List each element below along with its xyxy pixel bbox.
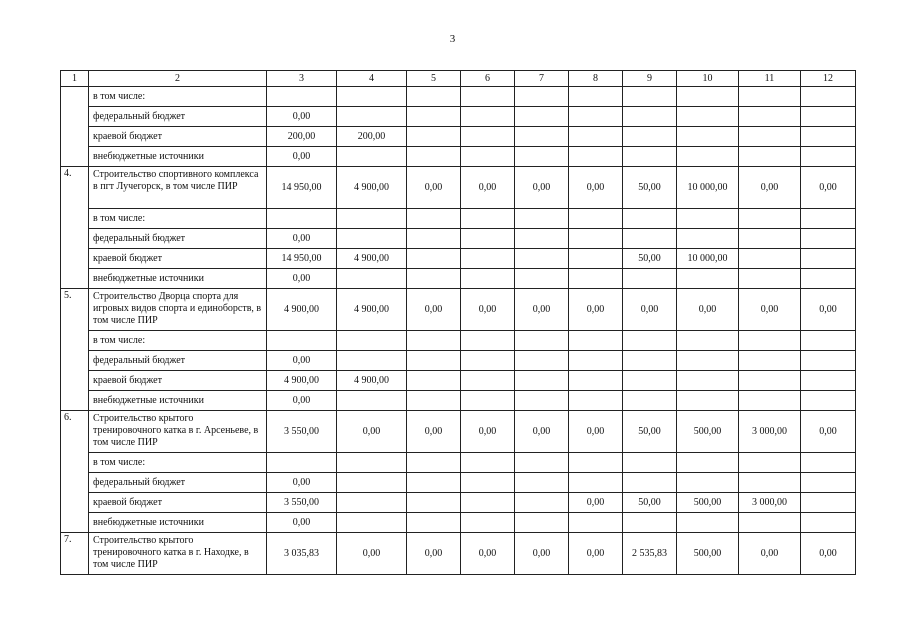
row-number: 7. <box>61 533 89 575</box>
value-cell <box>461 87 515 107</box>
value-cell: 50,00 <box>623 411 677 453</box>
row-label: в том числе: <box>89 453 267 473</box>
value-cell <box>407 473 461 493</box>
value-cell <box>739 331 801 351</box>
value-cell: 3 550,00 <box>267 411 337 453</box>
value-cell <box>677 513 739 533</box>
value-cell: 0,00 <box>461 411 515 453</box>
value-cell <box>801 371 856 391</box>
value-cell <box>515 229 569 249</box>
value-cell <box>801 493 856 513</box>
value-cell <box>337 473 407 493</box>
value-cell: 0,00 <box>337 411 407 453</box>
value-cell <box>677 473 739 493</box>
value-cell <box>739 127 801 147</box>
column-header: 4 <box>337 71 407 87</box>
value-cell: 3 000,00 <box>739 493 801 513</box>
value-cell <box>337 87 407 107</box>
value-cell <box>515 269 569 289</box>
table-row <box>61 167 856 209</box>
column-header: 8 <box>569 71 623 87</box>
table-row <box>61 351 856 371</box>
row-label: краевой бюджет <box>89 127 267 147</box>
value-cell <box>569 249 623 269</box>
value-cell <box>623 331 677 351</box>
item-title: Строительство Дворца спорта для игровых видов спорта и единоборств, в том числе ПИР <box>89 289 267 331</box>
value-cell <box>677 331 739 351</box>
value-cell: 3 035,83 <box>267 533 337 575</box>
row-label: внебюджетные источники <box>89 513 267 533</box>
value-cell <box>569 371 623 391</box>
value-cell: 0,00 <box>569 411 623 453</box>
value-cell: 0,00 <box>267 269 337 289</box>
table-row <box>61 209 856 229</box>
value-cell: 0,00 <box>515 411 569 453</box>
value-cell: 0,00 <box>267 147 337 167</box>
row-label: в том числе: <box>89 87 267 107</box>
value-cell <box>739 147 801 167</box>
value-cell <box>569 453 623 473</box>
value-cell <box>337 269 407 289</box>
row-label: краевой бюджет <box>89 371 267 391</box>
value-cell <box>461 493 515 513</box>
value-cell <box>623 351 677 371</box>
row-label: в том числе: <box>89 331 267 351</box>
value-cell <box>407 493 461 513</box>
value-cell <box>623 269 677 289</box>
value-cell <box>267 209 337 229</box>
column-header: 10 <box>677 71 739 87</box>
table-row <box>61 289 856 331</box>
value-cell <box>515 127 569 147</box>
value-cell <box>569 87 623 107</box>
value-cell: 4 900,00 <box>337 167 407 209</box>
value-cell <box>677 453 739 473</box>
row-label: внебюджетные источники <box>89 269 267 289</box>
value-cell: 0,00 <box>801 533 856 575</box>
page-number: 3 <box>449 33 456 45</box>
value-cell: 0,00 <box>407 289 461 331</box>
row-number: 5. <box>61 289 89 411</box>
value-cell: 10 000,00 <box>677 167 739 209</box>
value-cell <box>407 87 461 107</box>
value-cell <box>623 513 677 533</box>
value-cell <box>623 107 677 127</box>
value-cell <box>461 331 515 351</box>
value-cell: 500,00 <box>677 493 739 513</box>
value-cell <box>461 249 515 269</box>
value-cell: 0,00 <box>801 167 856 209</box>
value-cell <box>801 269 856 289</box>
value-cell: 0,00 <box>461 167 515 209</box>
value-cell <box>677 87 739 107</box>
value-cell: 10 000,00 <box>677 249 739 269</box>
table-row <box>61 513 856 533</box>
value-cell <box>461 147 515 167</box>
value-cell: 200,00 <box>267 127 337 147</box>
value-cell <box>407 229 461 249</box>
value-cell <box>267 87 337 107</box>
value-cell <box>801 453 856 473</box>
value-cell <box>461 391 515 411</box>
table-row <box>61 229 856 249</box>
value-cell <box>337 391 407 411</box>
value-cell: 0,00 <box>461 289 515 331</box>
value-cell: 0,00 <box>515 289 569 331</box>
column-header: 1 <box>61 71 89 87</box>
value-cell <box>407 269 461 289</box>
value-cell <box>677 269 739 289</box>
value-cell <box>623 229 677 249</box>
value-cell <box>461 107 515 127</box>
value-cell: 0,00 <box>801 411 856 453</box>
value-cell <box>677 391 739 411</box>
value-cell: 0,00 <box>267 107 337 127</box>
value-cell <box>407 147 461 167</box>
value-cell <box>515 513 569 533</box>
table-row <box>61 493 856 513</box>
item-title: Строительство спортивного комплекса в пгт Лучегорск, в том числе ПИР <box>89 167 267 209</box>
value-cell <box>677 209 739 229</box>
value-cell <box>407 127 461 147</box>
item-title: Строительство крытого тренировочного катка в г. Арсеньеве, в том числе ПИР <box>89 411 267 453</box>
value-cell <box>623 127 677 147</box>
value-cell <box>569 127 623 147</box>
value-cell <box>801 391 856 411</box>
value-cell <box>801 351 856 371</box>
table-row <box>61 87 856 107</box>
value-cell <box>623 391 677 411</box>
column-header: 6 <box>461 71 515 87</box>
value-cell: 3 000,00 <box>739 411 801 453</box>
value-cell <box>569 107 623 127</box>
header-row <box>61 71 856 87</box>
value-cell <box>569 229 623 249</box>
value-cell <box>569 473 623 493</box>
value-cell <box>407 453 461 473</box>
value-cell <box>337 147 407 167</box>
value-cell: 0,00 <box>739 533 801 575</box>
column-header: 7 <box>515 71 569 87</box>
value-cell <box>407 249 461 269</box>
value-cell <box>461 351 515 371</box>
row-number: 4. <box>61 167 89 289</box>
value-cell <box>515 209 569 229</box>
value-cell <box>569 351 623 371</box>
value-cell <box>801 513 856 533</box>
row-label: федеральный бюджет <box>89 473 267 493</box>
value-cell: 0,00 <box>461 533 515 575</box>
value-cell: 0,00 <box>407 167 461 209</box>
value-cell: 0,00 <box>801 289 856 331</box>
row-label: в том числе: <box>89 209 267 229</box>
value-cell <box>515 453 569 473</box>
value-cell <box>623 147 677 167</box>
value-cell <box>337 453 407 473</box>
value-cell <box>461 371 515 391</box>
value-cell <box>515 391 569 411</box>
row-label: федеральный бюджет <box>89 351 267 371</box>
value-cell <box>739 453 801 473</box>
column-header: 9 <box>623 71 677 87</box>
value-cell <box>677 127 739 147</box>
value-cell <box>739 513 801 533</box>
value-cell <box>569 391 623 411</box>
value-cell <box>801 107 856 127</box>
table-row <box>61 127 856 147</box>
value-cell <box>801 87 856 107</box>
value-cell: 50,00 <box>623 249 677 269</box>
table-row <box>61 249 856 269</box>
value-cell <box>623 453 677 473</box>
value-cell <box>515 107 569 127</box>
value-cell: 3 550,00 <box>267 493 337 513</box>
table-row <box>61 331 856 351</box>
value-cell <box>801 147 856 167</box>
value-cell <box>801 127 856 147</box>
row-label: краевой бюджет <box>89 493 267 513</box>
value-cell: 0,00 <box>623 289 677 331</box>
value-cell <box>739 209 801 229</box>
value-cell <box>515 87 569 107</box>
value-cell: 0,00 <box>569 533 623 575</box>
value-cell <box>337 229 407 249</box>
value-cell <box>739 269 801 289</box>
value-cell <box>801 331 856 351</box>
value-cell <box>739 107 801 127</box>
table-row <box>61 269 856 289</box>
table-row <box>61 473 856 493</box>
value-cell: 0,00 <box>739 167 801 209</box>
value-cell <box>337 493 407 513</box>
value-cell <box>461 473 515 493</box>
value-cell: 0,00 <box>407 411 461 453</box>
value-cell <box>461 513 515 533</box>
value-cell <box>515 147 569 167</box>
value-cell <box>461 229 515 249</box>
item-title: Строительство крытого тренировочного катка в г. Находке, в том числе ПИР <box>89 533 267 575</box>
value-cell <box>515 331 569 351</box>
value-cell: 0,00 <box>267 473 337 493</box>
value-cell <box>515 473 569 493</box>
value-cell <box>337 209 407 229</box>
value-cell: 4 900,00 <box>267 371 337 391</box>
value-cell: 0,00 <box>267 229 337 249</box>
value-cell: 0,00 <box>267 513 337 533</box>
value-cell <box>677 107 739 127</box>
value-cell <box>677 147 739 167</box>
value-cell: 0,00 <box>569 493 623 513</box>
column-header: 12 <box>801 71 856 87</box>
value-cell: 14 950,00 <box>267 167 337 209</box>
value-cell <box>407 331 461 351</box>
value-cell <box>461 127 515 147</box>
column-header: 5 <box>407 71 461 87</box>
value-cell <box>801 209 856 229</box>
value-cell: 2 535,83 <box>623 533 677 575</box>
value-cell <box>515 493 569 513</box>
value-cell <box>739 87 801 107</box>
value-cell: 0,00 <box>739 289 801 331</box>
table-row <box>61 411 856 453</box>
budget-table <box>60 70 856 575</box>
value-cell <box>739 473 801 493</box>
value-cell <box>569 331 623 351</box>
value-cell <box>515 249 569 269</box>
row-label: федеральный бюджет <box>89 229 267 249</box>
column-header: 2 <box>89 71 267 87</box>
value-cell <box>623 87 677 107</box>
value-cell <box>569 209 623 229</box>
value-cell: 4 900,00 <box>337 371 407 391</box>
table-row <box>61 371 856 391</box>
value-cell: 500,00 <box>677 533 739 575</box>
value-cell <box>461 209 515 229</box>
value-cell: 0,00 <box>267 351 337 371</box>
value-cell: 200,00 <box>337 127 407 147</box>
column-header: 11 <box>739 71 801 87</box>
column-header: 3 <box>267 71 337 87</box>
value-cell: 0,00 <box>337 533 407 575</box>
value-cell <box>739 229 801 249</box>
value-cell <box>267 453 337 473</box>
row-label: внебюджетные источники <box>89 391 267 411</box>
value-cell <box>407 351 461 371</box>
value-cell: 4 900,00 <box>337 289 407 331</box>
value-cell: 0,00 <box>407 533 461 575</box>
row-number: 6. <box>61 411 89 533</box>
value-cell: 0,00 <box>569 289 623 331</box>
value-cell <box>407 107 461 127</box>
value-cell <box>461 453 515 473</box>
value-cell <box>801 473 856 493</box>
row-label: внебюджетные источники <box>89 147 267 167</box>
value-cell <box>515 371 569 391</box>
row-label: краевой бюджет <box>89 249 267 269</box>
value-cell: 14 950,00 <box>267 249 337 269</box>
table-row <box>61 533 856 575</box>
table-row <box>61 147 856 167</box>
value-cell <box>407 209 461 229</box>
value-cell <box>407 371 461 391</box>
value-cell <box>739 391 801 411</box>
value-cell: 0,00 <box>677 289 739 331</box>
value-cell: 0,00 <box>569 167 623 209</box>
value-cell <box>569 147 623 167</box>
row-number <box>61 87 89 167</box>
value-cell <box>677 351 739 371</box>
value-cell: 0,00 <box>515 167 569 209</box>
value-cell <box>267 331 337 351</box>
value-cell <box>801 229 856 249</box>
value-cell <box>337 331 407 351</box>
value-cell: 50,00 <box>623 167 677 209</box>
value-cell <box>337 107 407 127</box>
value-cell <box>801 249 856 269</box>
table-row <box>61 107 856 127</box>
value-cell <box>677 229 739 249</box>
value-cell <box>407 513 461 533</box>
value-cell <box>407 391 461 411</box>
table-body <box>61 87 856 575</box>
value-cell: 0,00 <box>515 533 569 575</box>
value-cell <box>677 371 739 391</box>
value-cell: 50,00 <box>623 493 677 513</box>
value-cell: 4 900,00 <box>337 249 407 269</box>
value-cell: 0,00 <box>267 391 337 411</box>
value-cell <box>515 351 569 371</box>
value-cell <box>569 513 623 533</box>
value-cell <box>739 371 801 391</box>
value-cell <box>623 473 677 493</box>
value-cell <box>623 371 677 391</box>
value-cell <box>337 351 407 371</box>
value-cell: 500,00 <box>677 411 739 453</box>
value-cell <box>739 249 801 269</box>
value-cell <box>337 513 407 533</box>
table-row <box>61 453 856 473</box>
value-cell <box>739 351 801 371</box>
value-cell <box>569 269 623 289</box>
row-label: федеральный бюджет <box>89 107 267 127</box>
value-cell <box>461 269 515 289</box>
table-row <box>61 391 856 411</box>
value-cell <box>623 209 677 229</box>
value-cell: 4 900,00 <box>267 289 337 331</box>
